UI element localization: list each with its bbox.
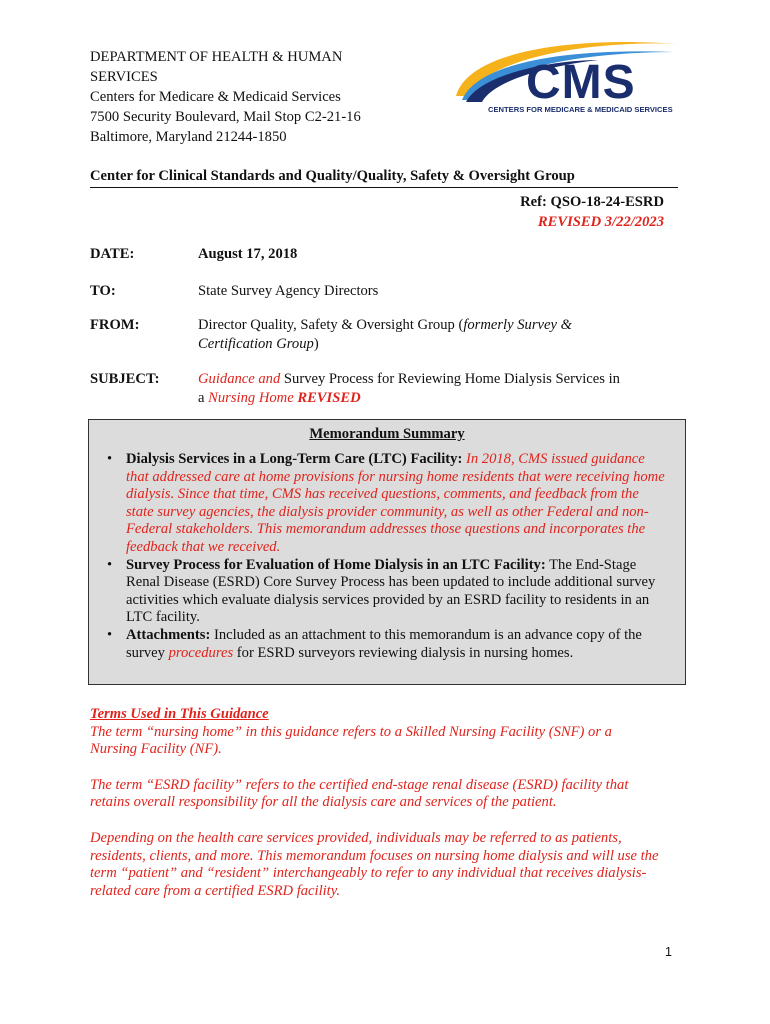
from-label: FROM: — [90, 317, 140, 333]
date-label: DATE: — [90, 246, 135, 262]
terms-heading: Terms Used in This Guidance — [90, 706, 269, 722]
to-label: TO: — [90, 283, 116, 299]
to-value: State Survey Agency Directors — [198, 283, 379, 299]
date-value: August 17, 2018 — [198, 246, 298, 262]
address-line: Centers for Medicare & Medicaid Services — [90, 89, 341, 105]
terms-section — [90, 706, 660, 918]
subject-label: SUBJECT: — [90, 371, 160, 387]
cms-logo — [448, 34, 688, 120]
page-number: 1 — [665, 945, 672, 959]
summary-title: Memorandum Summary — [309, 426, 465, 442]
terms-paragraph-1: Terms Used in This Guidance The term “nursing home” in this guidance refers to a Skilled Nursing Facility (SNF) or a Nursing Facility (NF). — [90, 706, 612, 758]
from-value: Director Quality, Safety & Oversight Group (formerly Survey & Certification Group) — [198, 317, 572, 352]
address-line: SERVICES — [90, 69, 158, 85]
summary-item: • Survey Process for Evaluation of Home Dialysis in an LTC Facility: The End-Stage Renal Disease (ESRD) Core Survey Process has been updated to include additional survey activities which evaluate dialysis services provided by an ESRD facility to residents in an LTC facility. — [126, 557, 666, 627]
address-line: Baltimore, Maryland 21244-1850 — [90, 129, 287, 145]
terms-paragraph-2: The term “ESRD facility” refers to the certified end-stage renal disease (ESRD) facility that retains overall responsibility for all the dialysis care and services of the patient. — [90, 776, 629, 811]
logo-text: CMS — [526, 56, 636, 109]
summary-item: • Dialysis Services in a Long-Term Care (LTC) Facility: In 2018, CMS issued guidance that addressed care at home provisions for nursing home residents that were receiving home dialysis. Since that time, CMS has received questions, comments, and feedback from the state survey agencies, the dialysis provider community, as well as other Federal and non-Federal stakeholders. This memorandum addresses those questions and incorporates the feedback that we received. — [126, 451, 666, 557]
reference — [520, 192, 664, 232]
summary-list — [89, 451, 685, 662]
ref-number: Ref: QSO-18-24-ESRD — [520, 194, 664, 210]
terms-paragraph-3: Depending on the health care services provided, individuals may be referred to as patients, residents, clients, and more. This memorandum focuses on nursing home dialysis and will use the term “patient” and “resident” interchangeably to refer to any individual that receives dialysis-related care from a certified ESRD facility. — [90, 829, 659, 899]
logo-subtitle: CENTERS FOR MEDICARE & MEDICAID SERVICES — [488, 105, 673, 114]
memorandum-summary-box — [88, 419, 686, 685]
group-line: Center for Clinical Standards and Quality/Quality, Safety & Oversight Group — [90, 167, 678, 188]
ref-revised: REVISED 3/22/2023 — [537, 214, 664, 230]
subject-value: Guidance and Survey Process for Reviewing Home Dialysis Services in a Nursing Home REVISED — [198, 371, 620, 406]
agency-address — [90, 47, 361, 147]
summary-item: • Attachments: Included as an attachment to this memorandum is an advance copy of the survey procedures for ESRD surveyors reviewing dialysis in nursing homes. — [126, 627, 666, 662]
address-line: 7500 Security Boulevard, Mail Stop C2-21-16 — [90, 109, 361, 125]
address-line: DEPARTMENT OF HEALTH & HUMAN — [90, 49, 343, 65]
